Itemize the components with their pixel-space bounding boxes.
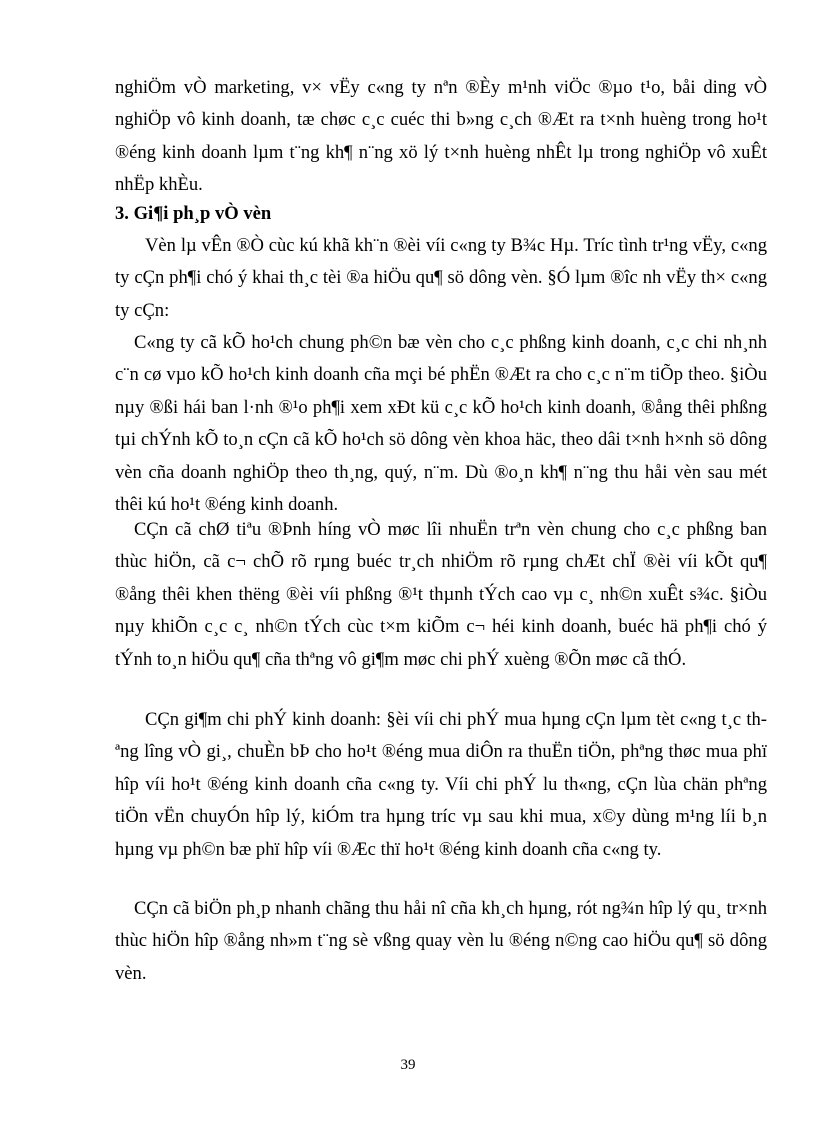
paragraph-4: CÇn gi¶m chi phÝ kinh doanh: §èi víi chi phÝ mua hµng cÇn lµm tèt c«ng t¸c thªng lîng vÒ gi¸, chuÈn bÞ cho ho¹t ®éng mua diÔn ra thuËn tiÖn, phªng thøc mua phï hîp víi ho¹t ®éng kinh doanh cña c«ng ty. Víi chi phÝ lu th«ng, cÇn lùa chän phªng tiÖn vËn chuyÓn hîp lý, kiÓm tra hµng tríc vµ sau khi mua, x©y dùng m¹ng líi b¸n hµng vµ ph©n bæ phï hîp víi ®Æc thï ho¹t ®éng kinh doanh cña c«ng ty. xyxy=(115,709,767,860)
paragraph-1: Vèn lµ vÊn ®Ò cùc kú khã kh¨n ®èi víi c«ng ty B¾c Hµ. Tríc tình tr¹ng vËy, c«ng ty cÇn ph¶i chó ý khai th¸c tèi ®a hiÖu qu¶ sö dông vèn. §Ó lµm ®îc nh vËy th× c«ng ty cÇn: xyxy=(115,235,767,321)
paragraph-2: C«ng ty cã kÕ ho¹ch chung ph©n bæ vèn cho c¸c phßng kinh doanh, c¸c chi nh¸nh c¨n cø vµo kÕ ho¹ch kinh doanh cña mçi bé phËn ®Æt ra cho c¸c n¨m tiÕp theo. §iÒu nµy ®ßi hái ban l·nh ®¹o ph¶i xem xÐt kü c¸c kÕ ho¹ch kinh doanh, ®ång thêi phßng tµi chÝnh kÕ to¸n cÇn cã kÕ ho¹ch sö dông vèn khoa häc, theo dâi t×nh h×nh sö dông vèn cña doanh nghiÖp theo th¸ng, quý, n¨m. Dù ®o¸n kh¶ n¨ng thu håi vèn sau mét thêi kú ho¹t ®éng kinh doanh. xyxy=(115,332,767,516)
paragraph-3: CÇn cã chØ tiªu ®Þnh híng vÒ møc lîi nhuËn trªn vèn chung cho c¸c phßng ban thùc hiÖn, cã c¬ chÕ rõ rµng buéc tr¸ch nhiÖm rõ rµng chÆt chÏ ®èi víi kÕt qu¶ ®ång thêi khen thëng ®èi víi phßng ®¹t thµnh tÝch cao vµ c¸ nh©n xuÊt s¾c. §iÒu nµy khiÕn c¸c c¸ nh©n tÝch cùc t×m kiÕm c¬ héi kinh doanh, buéc hä ph¶i chó ý tÝnh to¸n hiÖu qu¶ cña thªng vô gi¶m møc chi phÝ xuèng ®Õn møc cã thÓ. xyxy=(115,519,767,670)
section-heading: 3. Gi¶i ph¸p vÒ vèn xyxy=(115,203,272,224)
paragraph-5: CÇn cã biÖn ph¸p nhanh chãng thu håi nî cña kh¸ch hµng, rót ng¾n hîp lý qu¸ tr×nh thùc hiÖn hîp ®ång nh»m t¨ng sè vßng quay vèn lu ®éng n©ng cao hiÖu qu¶ sö dông vèn. xyxy=(115,898,767,984)
intro-paragraph: nghiÖm vÒ marketing, v× vËy c«ng ty nªn ®Èy m¹nh viÖc ®µo t¹o, båi ding vÒ nghiÖp vô kinh doanh, tæ chøc c¸c cuéc thi b»ng c¸ch ®Æt ra t×nh huèng trong ho¹t ®éng kinh doanh lµm t¨ng kh¶ n¨ng xö lý t×nh huèng nhÊt lµ trong nghiÖp vô xuÊt nhËp khÈu. xyxy=(115,77,767,196)
page-number: 39 xyxy=(400,1057,416,1073)
